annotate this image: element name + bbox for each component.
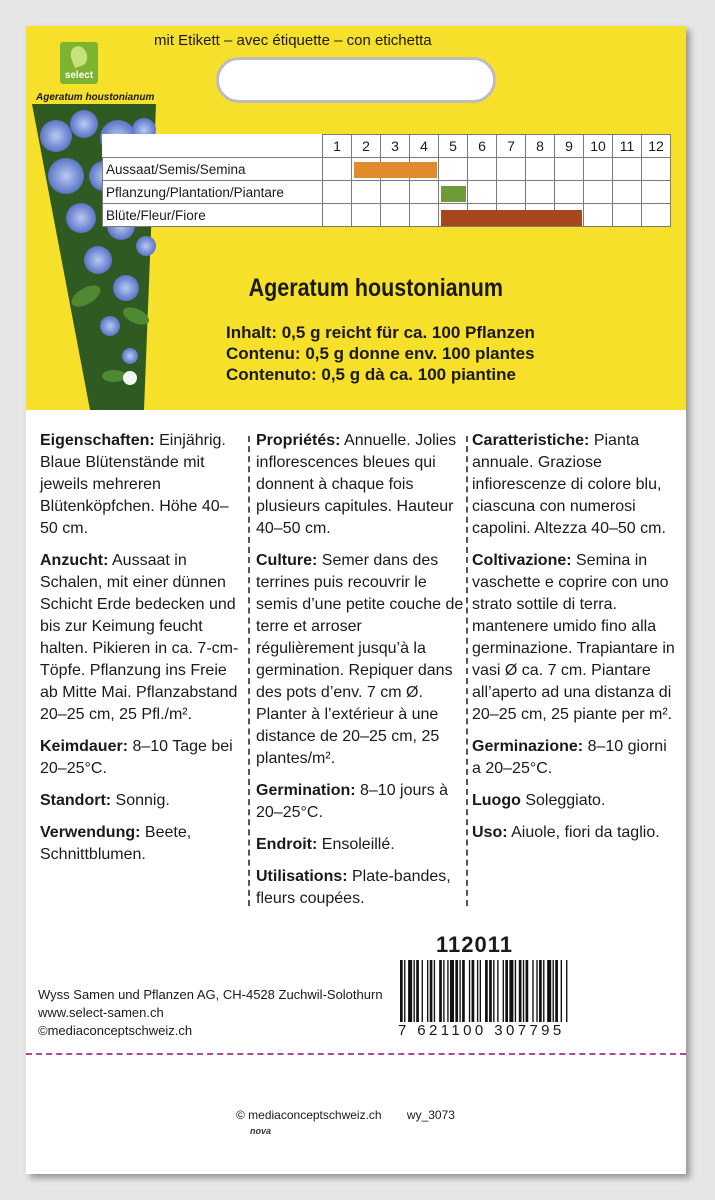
month-cell: 4 <box>410 135 439 158</box>
hang-slot <box>216 57 496 103</box>
calendar-row-label: Pflanzung/Plantation/Piantare <box>103 181 323 204</box>
calendar-bar-sowing <box>354 162 437 178</box>
paragraph: Germinazione: 8–10 giorni a 20–25°C. <box>472 738 667 777</box>
photo-caption: Ageratum houstonianum <box>36 92 155 103</box>
seed-packet-back <box>26 26 686 1174</box>
product-title: Ageratum houstonianum <box>248 274 504 302</box>
paragraph: Standort: Sonnig. <box>40 792 170 809</box>
paragraph: Eigenschaften: Einjährig. Blaue Blütenstände mit jeweils mehreren Blütenköpfchen. Höhe 40–50 cm. <box>40 432 229 537</box>
paragraph: Propriétés: Annuelle. Jolies inflorescences bleues qui donnent à chaque fois plusieurs capitules. Hauteur 40–50 cm. <box>256 432 457 537</box>
month-cell: 1 <box>323 135 352 158</box>
content-info <box>226 322 646 385</box>
paragraph: Coltivazione: Semina in vaschette e coprire con uno strato sottile di terra. mantenere umido fino alla germinazione. Trapiantare in vasi Ø ca. 7 cm. Piantare all’aperto ad una distanza di 20–25 cm, 25 piante per m². <box>472 552 675 723</box>
company-info <box>38 986 383 1040</box>
fold-line <box>26 1053 686 1055</box>
month-cell: 5 <box>439 135 468 158</box>
credit-left: © mediaconceptschweiz.ch <box>236 1108 382 1122</box>
paragraph: Verwendung: Beete, Schnittblumen. <box>40 824 192 863</box>
column-german <box>40 430 245 876</box>
column-divider <box>248 436 250 906</box>
select-logo: select <box>60 42 98 84</box>
calendar-row-planting <box>103 181 671 204</box>
content-it: Contenuto: 0,5 g dà ca. 100 piantine <box>226 365 516 384</box>
sowing-calendar <box>102 134 671 227</box>
calendar-header-row <box>103 135 671 158</box>
article-number: 112011 <box>436 932 513 957</box>
column-french <box>256 430 464 920</box>
paragraph: Luogo Soleggiato. <box>472 792 606 809</box>
month-cell: 7 <box>497 135 526 158</box>
column-italian <box>472 430 677 854</box>
month-cell: 10 <box>584 135 613 158</box>
paragraph: Endroit: Ensoleillé. <box>256 836 395 853</box>
website-link[interactable]: www.select-samen.ch <box>38 1005 164 1020</box>
paragraph: Anzucht: Aussaat in Schalen, mit einer dünnen Schicht Erde bedecken und bis zur Keimung feucht halten. Pikieren in ca. 7-cm-Töpfe. Pflanzung ins Freie ab Mitte Mai. Pflanzabstand 20–25 cm, 25 Pfl./m². <box>40 552 239 723</box>
paragraph: Caratteristiche: Pianta annuale. Graziose infiorescenze di colore blu, ciascuna con numerosi capolini. Altezza 40–50 cm. <box>472 432 666 537</box>
calendar-bar-planting <box>441 186 466 202</box>
nova-logo: nova <box>250 1126 272 1136</box>
leaf-icon <box>68 44 90 68</box>
column-divider <box>466 436 468 906</box>
content-de: Inhalt: 0,5 g reicht für ca. 100 Pflanzen <box>226 323 535 342</box>
month-cell: 12 <box>642 135 671 158</box>
barcode-digits: 7 621100 307795 <box>398 1022 565 1039</box>
month-cell: 3 <box>381 135 410 158</box>
month-cell: 11 <box>613 135 642 158</box>
month-cell: 8 <box>526 135 555 158</box>
paragraph: Keimdauer: 8–10 Tage bei 20–25°C. <box>40 738 233 777</box>
copyright-text: ©mediaconceptschweiz.ch <box>38 1023 193 1038</box>
month-cell: 6 <box>468 135 497 158</box>
month-cell: 9 <box>555 135 584 158</box>
calendar-row-label: Aussaat/Semis/Semina <box>103 158 323 181</box>
label-note: mit Etikett – avec étiquette – con etichetta <box>154 32 432 49</box>
paragraph: Utilisations: Plate-bandes, fleurs coupées. <box>256 868 451 907</box>
paragraph: Germination: 8–10 jours à 20–25°C. <box>256 782 449 821</box>
month-cell: 2 <box>352 135 381 158</box>
credit-right: wy_3073 <box>406 1108 455 1122</box>
calendar-row-label: Blüte/Fleur/Fiore <box>103 204 323 227</box>
calendar-row-flowering <box>103 204 671 227</box>
paragraph: Uso: Aiuole, fiori da taglio. <box>472 824 660 841</box>
content-fr: Contenu: 0,5 g donne env. 100 plantes <box>226 344 535 363</box>
calendar-bar-flowering <box>441 210 582 226</box>
print-credits <box>236 1108 477 1122</box>
company-name: Wyss Samen und Pflanzen AG, CH-4528 Zuchwil-Solothurn <box>38 987 383 1002</box>
paragraph: Culture: Semer dans des terrines puis recouvrir le semis d’une petite couche de terre et arroser régulièrement jusqu’à la germination. Repiquer dans des pots d’env. 7 cm Ø. Planter à l’extérieur à une distance de 20–25 cm, 25 plantes/m². <box>256 552 464 767</box>
